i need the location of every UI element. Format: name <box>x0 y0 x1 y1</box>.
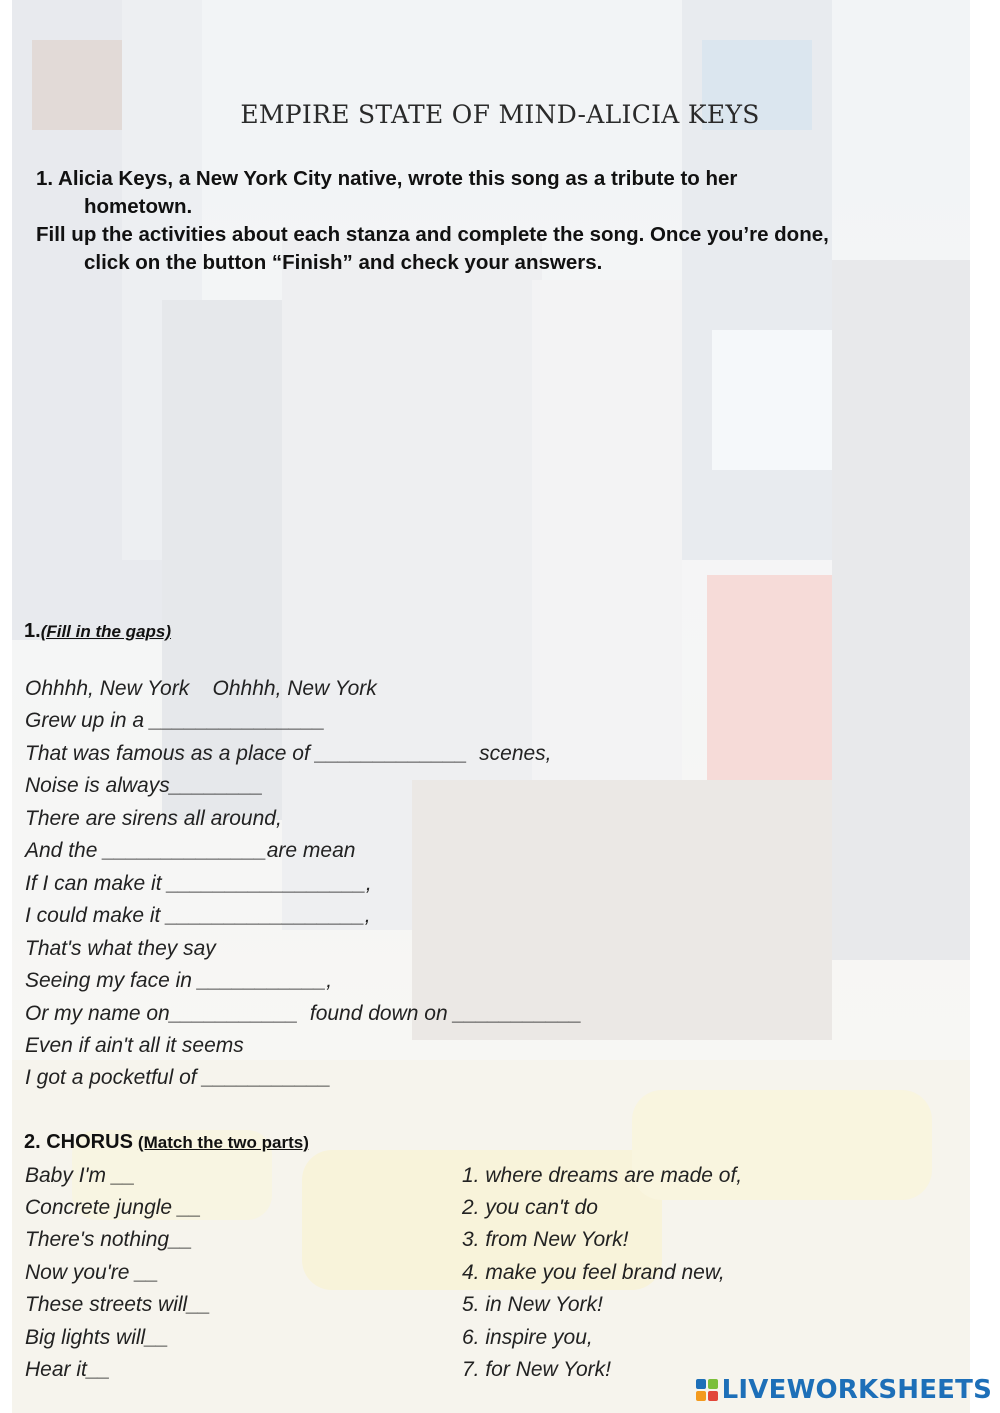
intro-paragraph-1 <box>36 165 962 221</box>
chorus-left-item: There's nothing__ <box>25 1228 193 1251</box>
logo-square <box>708 1379 718 1389</box>
chorus-right-item: 3. from New York! <box>462 1228 629 1251</box>
chorus-right-item: 6. inspire you, <box>462 1326 593 1349</box>
lyric-line: Even if ain't all it seems <box>25 1034 244 1057</box>
intro-line-2b: click on the button “Finish” and check your answers. <box>84 251 603 274</box>
lyric-line: Noise is always________ <box>25 774 264 797</box>
lyric-line: I got a pocketful of ___________ <box>25 1066 331 1089</box>
lyric-line: There are sirens all around, <box>25 807 282 830</box>
lyric-line: Ohhhh, New York Ohhhh, New York <box>25 677 377 700</box>
section1-heading <box>24 620 171 643</box>
logo-square <box>708 1391 718 1401</box>
chorus-left-item: Baby I'm __ <box>25 1164 136 1187</box>
chorus-right-item: 5. in New York! <box>462 1293 603 1316</box>
logo-text: LIVEWORKSHEETS <box>721 1375 992 1405</box>
logo-square <box>696 1391 706 1401</box>
lyric-line: That's what they say <box>25 937 216 960</box>
lyric-line: And the ______________are mean <box>25 839 356 862</box>
intro-line-1a: 1. Alicia Keys, a New York City native, wrote this song as a tribute to her <box>36 167 738 190</box>
lyric-line: I could make it _________________, <box>25 904 371 927</box>
section2-instruction: (Match the two parts) <box>137 1133 309 1152</box>
lyric-line: Grew up in a _______________ <box>25 709 326 732</box>
chorus-right-item: 7. for New York! <box>462 1358 612 1381</box>
chorus-left-item: Hear it__ <box>25 1358 111 1381</box>
chorus-right-item: 2. you can't do <box>462 1196 598 1219</box>
intro-line-2a: Fill up the activities about each stanza and complete the song. Once you’re done, <box>36 223 829 246</box>
lyric-line: That was famous as a place of _____________ scenes, <box>25 742 552 765</box>
chorus-left-item: Now you're __ <box>25 1261 159 1284</box>
intro-paragraph-2 <box>36 221 962 277</box>
section2-heading <box>24 1131 309 1154</box>
lyric-line: If I can make it _________________, <box>25 872 372 895</box>
section2-number: 2. CHORUS <box>24 1131 133 1153</box>
section1-number: 1. <box>24 620 41 642</box>
lyric-line: Seeing my face in ___________, <box>25 969 333 992</box>
chorus-left-item: Concrete jungle __ <box>25 1196 202 1219</box>
chorus-right-item: 4. make you feel brand new, <box>462 1261 725 1284</box>
logo-mark-icon <box>696 1379 718 1401</box>
page-title: EMPIRE STATE OF MIND-ALICIA KEYS <box>240 100 760 129</box>
intro-line-1b: hometown. <box>84 195 193 218</box>
chorus-left-item: Big lights will__ <box>25 1326 169 1349</box>
logo-square <box>696 1379 706 1389</box>
lyric-line: Or my name on___________ found down on ___________ <box>25 1002 582 1025</box>
section1-instruction: (Fill in the gaps) <box>40 622 172 641</box>
chorus-right-item: 1. where dreams are made of, <box>462 1164 743 1187</box>
liveworksheets-logo[interactable] <box>696 1375 992 1405</box>
chorus-left-item: These streets will__ <box>25 1293 211 1316</box>
